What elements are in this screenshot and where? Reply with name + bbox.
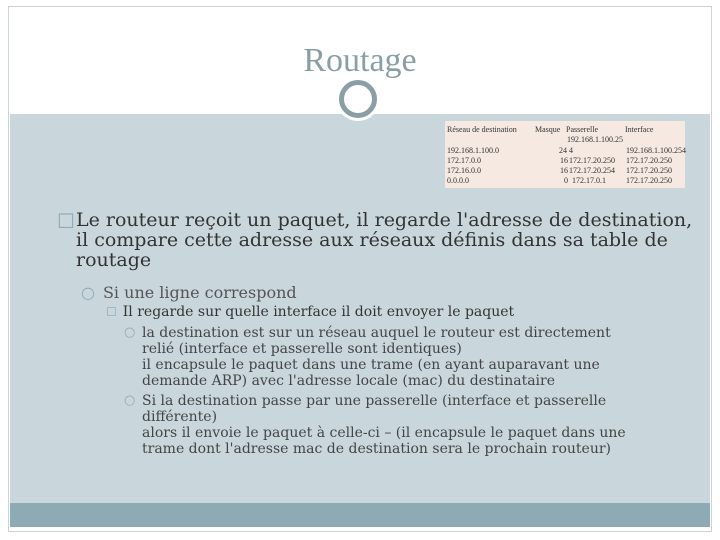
square-bullet-icon: ☐ <box>106 305 117 319</box>
bullet-line: la destination est sur un réseau auquel le routeur est directement <box>142 325 611 341</box>
circle-ornament-icon <box>339 80 377 118</box>
table-cell: 172.17.20.250 <box>569 156 615 165</box>
bullet-line: alors il envoie le paquet à celle-ci – (il encapsule le paquet dans une <box>142 425 626 441</box>
table-cell: 192.168.1.100.0 <box>447 146 499 155</box>
bullet-line: demande ARP) avec l'adresse locale (mac) du destinataire <box>142 373 556 389</box>
sub-bullet-level3 <box>124 325 684 389</box>
ring-bullet-icon: ○ <box>124 393 136 408</box>
sub-bullet-level1-text: Si une ligne correspond <box>102 283 297 302</box>
table-cell: 172.17.0.0 <box>447 156 481 165</box>
main-bullet <box>57 210 697 270</box>
checkbox-bullet-icon: ☐ <box>57 209 75 233</box>
table-cell: 16 <box>560 166 568 175</box>
table-cell: 172.17.20.250 <box>626 156 672 165</box>
main-bullet-text: Le routeur reçoit un paquet, il regarde l'adresse de destination, il compare cette adresse aux réseaux définis dans sa table de routage <box>76 209 693 271</box>
table-cell: 172.17.20.250 <box>626 166 672 175</box>
table-header-mask: Masque <box>535 125 561 134</box>
footer-bar <box>10 503 710 527</box>
sub-bullet-level1 <box>81 283 297 302</box>
bullet-line: relié (interface et passerelle sont identiques) <box>142 341 462 357</box>
sub-bullet-level2 <box>106 304 514 320</box>
table-header-iface: Interface <box>625 125 654 134</box>
slide-title: Routage <box>303 42 417 79</box>
bullet-line: Si la destination passe par une passerelle (interface et passerelle <box>142 393 607 409</box>
routing-table <box>445 121 685 188</box>
bullet-line: trame dont l'adresse mac de destination sera le prochain routeur) <box>142 441 612 457</box>
ring-bullet-icon: ○ <box>81 283 95 302</box>
table-cell: 16 <box>560 156 568 165</box>
bullet-line: différente) <box>142 409 218 425</box>
table-cell: 172.17.20.250 <box>626 176 672 185</box>
table-cell: 172.17.0.1 <box>572 176 606 185</box>
table-cell: 172.16.0.0 <box>447 166 481 175</box>
table-header-extra: 192.168.1.100.25 <box>567 135 623 144</box>
table-header-gw: Passerelle <box>566 125 598 134</box>
bullet-line: il encapsule le paquet dans une trame (en ayant auparavant une <box>142 357 600 373</box>
ring-bullet-icon: ○ <box>124 325 136 340</box>
table-cell: 172.17.20.254 <box>569 166 615 175</box>
table-cell: 4 <box>569 146 573 155</box>
table-cell: 0 <box>564 176 568 185</box>
sub-bullet-level3 <box>124 393 684 457</box>
sub-bullet-level2-text: Il regarde sur quelle interface il doit envoyer le paquet <box>122 304 515 320</box>
table-cell: 24 <box>559 146 567 155</box>
table-cell: 192.168.1.100.254 <box>626 146 686 155</box>
table-header-dest: Réseau de destination <box>447 125 517 134</box>
table-cell: 0.0.0.0 <box>447 176 469 185</box>
